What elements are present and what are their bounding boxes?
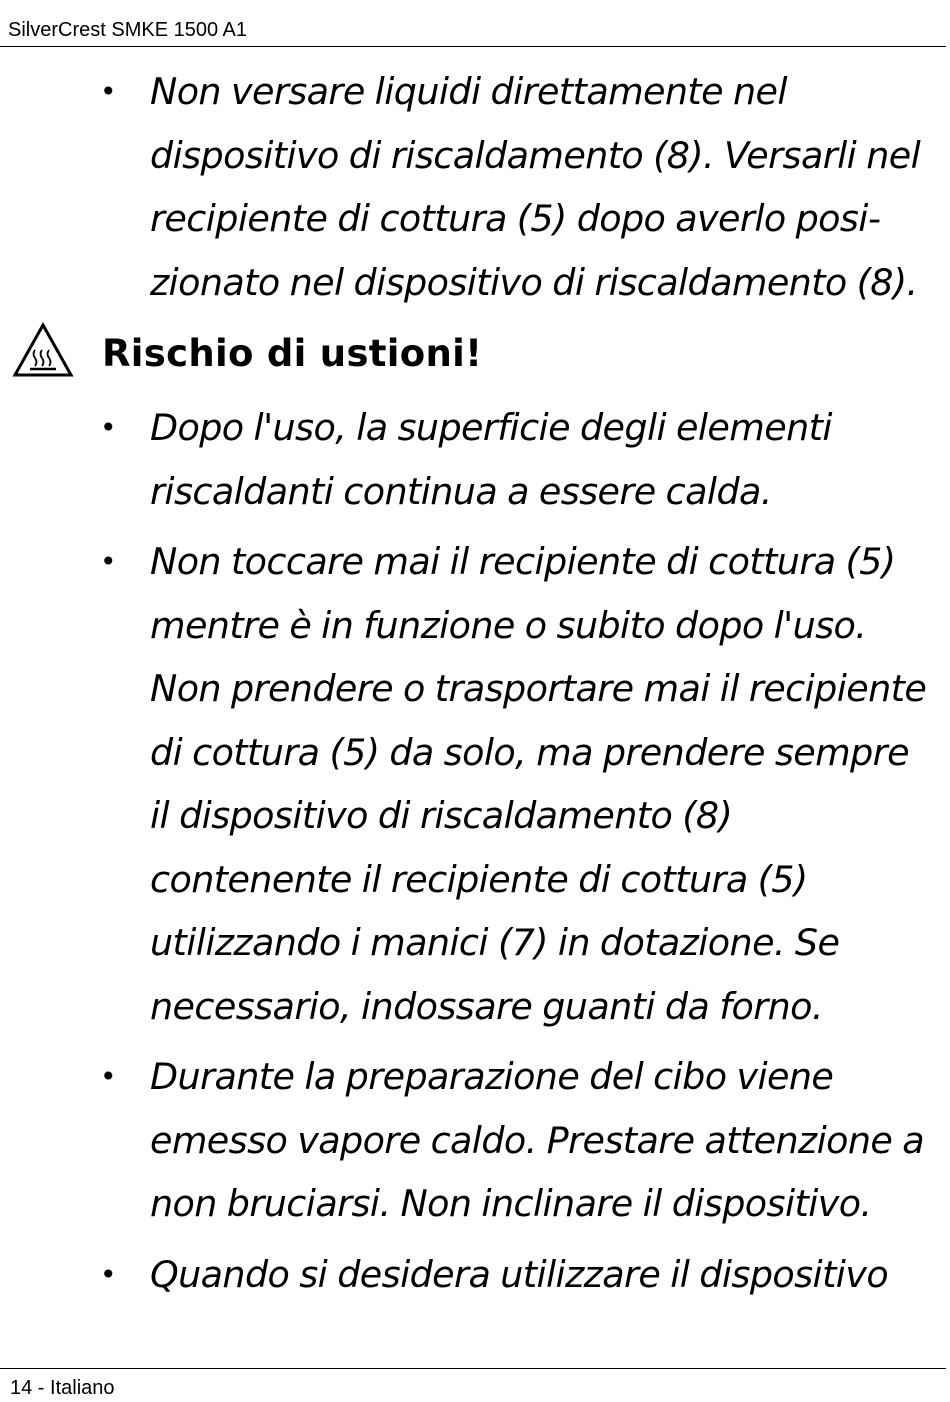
text-line: Non versare liquidi direttamente nel [150,70,787,113]
bullet-item-2 [100,396,940,523]
text-line: non bruciarsi. Non inclinare il dispositivo. [150,1182,872,1225]
page-header: SilverCrest SMKE 1500 A1 [8,19,247,41]
text-line: Quando si desidera utilizzare il dispositivo [150,1253,889,1296]
text-line: mentre è in funzione o subito dopo l'uso. [150,603,867,647]
footer-divider [0,1368,946,1369]
text-line: contenente il recipiente di cottura (5) [150,857,808,901]
bullet-marker: • [100,1258,117,1291]
text-line: zionato nel dispositivo di riscaldamento (8). [150,260,918,304]
text-line: dispositivo di riscaldamento (8). Versarli nel [150,133,921,177]
text-line: Durante la preparazione del cibo viene [150,1055,834,1098]
bullet-item-4 [100,1045,940,1236]
bullet-marker: • [100,545,117,578]
bullet-text [150,60,940,314]
text-line: recipiente di cottura (5) dopo averlo posi- [150,197,881,240]
page-footer: 14 - Italiano [10,1377,115,1399]
bullet-text [150,530,940,1038]
bullet-item-1 [100,60,940,314]
text-line: utilizzando i manici (7) in dotazione. Se [150,921,840,964]
header-divider [0,46,946,47]
bullet-text [150,396,940,523]
warning-title: Rischio di ustioni! [102,332,483,375]
bullet-item-5 [100,1243,940,1307]
bullet-marker: • [100,411,117,444]
text-line: Dopo l'uso, la superficie degli elementi [150,406,832,449]
bullet-marker: • [100,1060,117,1093]
text-line: di cottura (5) da solo, ma prendere sempre [150,730,909,774]
bullet-item-3 [100,530,940,1038]
bullet-marker: • [100,75,117,108]
text-line: il dispositivo di riscaldamento (8) [150,794,733,837]
text-line: Non prendere o trasportare mai il recipiente [150,667,927,710]
text-line: necessario, indossare guanti da forno. [150,984,823,1028]
bullet-text [150,1045,940,1236]
bullet-text [150,1243,940,1307]
text-line: Non toccare mai il recipiente di cottura (5) [150,540,896,583]
hot-surface-warning-icon [12,322,74,378]
text-line: riscaldanti continua a essere calda. [150,469,772,513]
text-line: emesso vapore caldo. Prestare attenzione a [150,1118,925,1162]
